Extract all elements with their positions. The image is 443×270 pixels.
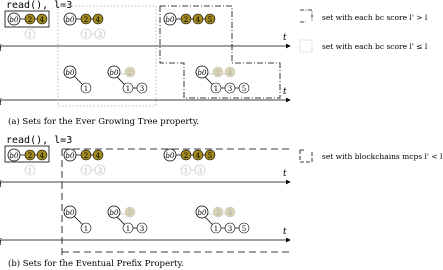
svg-text:b0: b0 bbox=[165, 152, 175, 160]
svg-text:3: 3 bbox=[197, 167, 203, 175]
svg-text:2: 2 bbox=[27, 152, 33, 160]
svg-text:i bbox=[0, 180, 2, 190]
chain-a4 bbox=[64, 66, 91, 93]
svg-text:b0: b0 bbox=[197, 69, 207, 77]
svg-text:b0: b0 bbox=[9, 16, 19, 24]
svg-text:b0: b0 bbox=[65, 69, 75, 77]
svg-text:4: 4 bbox=[95, 152, 101, 160]
dashed-set-box bbox=[62, 149, 290, 260]
legend-dash-text: set with blockchains mcps l' < l bbox=[322, 152, 443, 161]
read-label-b: read(), l=3 bbox=[6, 135, 73, 146]
svg-text:5: 5 bbox=[241, 85, 247, 93]
svg-text:4: 4 bbox=[195, 152, 201, 160]
legend-dotted-swatch bbox=[300, 40, 312, 52]
caption-b: (b) Sets for the Eventual Prefix Property. bbox=[8, 259, 184, 269]
svg-text:2: 2 bbox=[215, 209, 221, 217]
axis-t-label-2: t bbox=[283, 87, 287, 97]
chain-a2 bbox=[64, 13, 105, 39]
svg-text:b0: b0 bbox=[65, 152, 75, 160]
svg-text:1: 1 bbox=[125, 85, 131, 93]
svg-text:b0: b0 bbox=[109, 69, 119, 77]
svg-text:1: 1 bbox=[213, 225, 219, 233]
svg-text:4: 4 bbox=[95, 16, 101, 24]
chain-b6 bbox=[196, 206, 249, 233]
svg-text:t: t bbox=[283, 227, 287, 237]
svg-text:b0: b0 bbox=[65, 209, 75, 217]
svg-text:3: 3 bbox=[97, 31, 103, 39]
svg-text:2: 2 bbox=[183, 152, 189, 160]
legend-a bbox=[300, 10, 428, 52]
legend-dashdot-text: set with each bc score l' > l bbox=[322, 13, 428, 22]
svg-text:5: 5 bbox=[241, 225, 247, 233]
svg-text:1: 1 bbox=[125, 225, 131, 233]
panel-b bbox=[0, 135, 443, 269]
chain-b5 bbox=[108, 206, 147, 233]
svg-text:4: 4 bbox=[227, 209, 233, 217]
axis-t-label: t bbox=[283, 33, 287, 43]
svg-text:3: 3 bbox=[139, 85, 145, 93]
svg-text:4: 4 bbox=[195, 16, 201, 24]
chain-a6 bbox=[196, 66, 249, 93]
svg-text:1: 1 bbox=[213, 85, 219, 93]
svg-text:b0: b0 bbox=[109, 209, 119, 217]
chain-b2 bbox=[64, 149, 105, 175]
svg-text:4: 4 bbox=[39, 152, 45, 160]
svg-text:2: 2 bbox=[83, 16, 89, 24]
chain-b3 bbox=[164, 149, 215, 175]
svg-text:3: 3 bbox=[227, 85, 233, 93]
svg-text:t: t bbox=[283, 169, 287, 179]
svg-text:b0: b0 bbox=[165, 16, 175, 24]
svg-text:5: 5 bbox=[207, 152, 213, 160]
panel-a bbox=[0, 0, 428, 127]
legend-dotted-text: set with each bc score l' ≤ l bbox=[322, 42, 428, 51]
svg-text:3: 3 bbox=[227, 225, 233, 233]
svg-text:1: 1 bbox=[27, 31, 33, 39]
svg-text:2: 2 bbox=[127, 69, 133, 77]
svg-text:4: 4 bbox=[227, 69, 233, 77]
chain-a5 bbox=[108, 66, 147, 93]
svg-text:1: 1 bbox=[83, 31, 89, 39]
read-label: read(), l=3 bbox=[6, 0, 73, 11]
svg-text:2: 2 bbox=[127, 209, 133, 217]
svg-text:b0: b0 bbox=[65, 16, 75, 24]
svg-text:1: 1 bbox=[27, 167, 33, 175]
svg-text:2: 2 bbox=[215, 69, 221, 77]
svg-text:2: 2 bbox=[27, 16, 33, 24]
legend-dash-swatch bbox=[300, 150, 312, 162]
svg-text:2: 2 bbox=[183, 16, 189, 24]
svg-text:5: 5 bbox=[207, 16, 213, 24]
svg-text:i bbox=[0, 238, 2, 248]
svg-text:b0: b0 bbox=[9, 152, 19, 160]
svg-text:1: 1 bbox=[83, 225, 89, 233]
chain-b4 bbox=[64, 206, 91, 233]
svg-text:1: 1 bbox=[83, 85, 89, 93]
legend-b bbox=[300, 150, 443, 162]
svg-text:4: 4 bbox=[39, 16, 45, 24]
axis-i-label-2 bbox=[0, 98, 2, 108]
chain-a1 bbox=[8, 13, 47, 39]
dashdot-set-box bbox=[160, 6, 280, 98]
axis-i-label bbox=[0, 44, 2, 54]
svg-text:3: 3 bbox=[97, 167, 103, 175]
svg-text:b0: b0 bbox=[197, 209, 207, 217]
svg-text:1: 1 bbox=[83, 167, 89, 175]
svg-text:2: 2 bbox=[83, 152, 89, 160]
svg-text:3: 3 bbox=[139, 225, 145, 233]
caption-a: (a) Sets for the Ever Growing Tree property. bbox=[8, 117, 200, 127]
chain-a3 bbox=[164, 13, 215, 25]
svg-text:1: 1 bbox=[183, 167, 189, 175]
legend-dashdot-swatch bbox=[300, 10, 312, 22]
